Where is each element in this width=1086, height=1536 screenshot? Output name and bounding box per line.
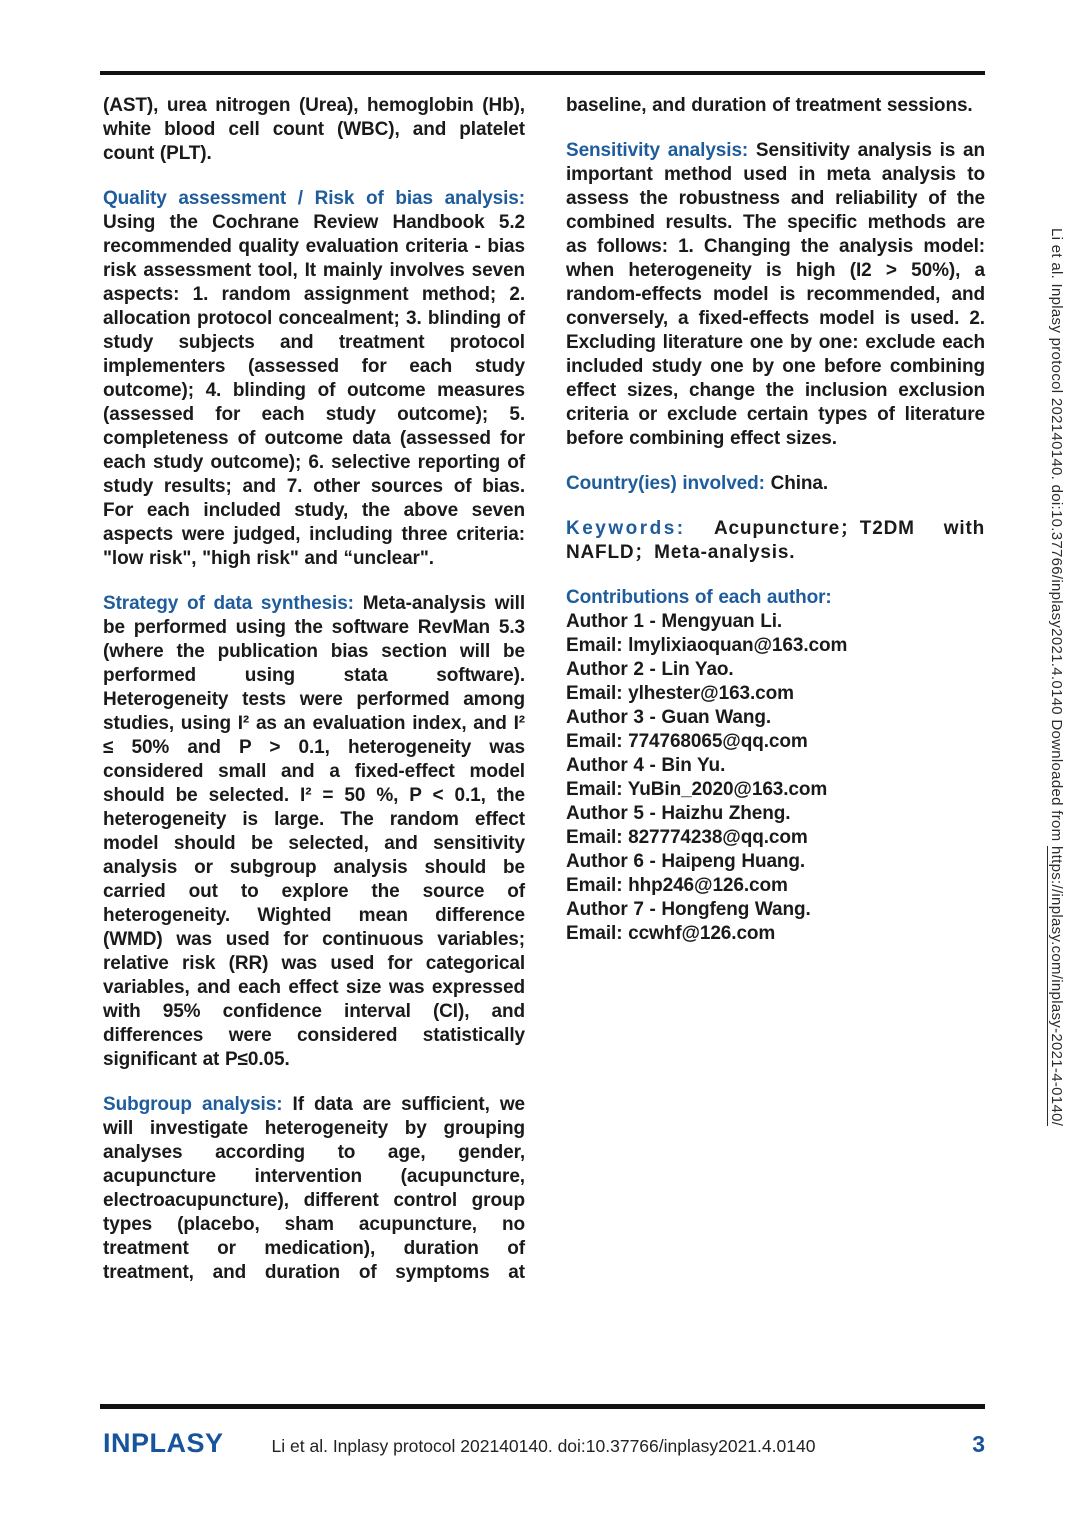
paragraph-body: Acupuncture；T2DM with NAFLD；Meta-analysis. — [566, 518, 986, 563]
paragraph-sensitivity-analysis — [566, 139, 985, 451]
paragraph-strategy-of-data-synthesis — [103, 592, 525, 1072]
section-label-subgroup: Subgroup analysis: — [103, 1094, 283, 1115]
paragraph-body: baseline, and duration of treatment sessions. — [566, 95, 973, 116]
paragraph-body: Sensitivity analysis is an important method used in meta analysis to assess the robustness and reliability of the combined results. The specific methods are as follows: 1. Changing the analysis model: when heterogeneity is high (I2 > 50%), a random-effects model is recommended, and conversely, a fixed-effects model is used. 2. Excluding literature one by one: exclude each included study one by one before combining effect sizes, change the inclusion exclusion criteria or exclude certain types of literature before combining effect sizes. — [566, 140, 985, 449]
contributions-section — [566, 586, 985, 946]
paragraph-body: Meta-analysis will be performed using the software RevMan 5.3 (where the publication bias section will be performed using stata software). Heterogeneity tests were performed among studies, using I² as an evaluation index, and I² ≤ 50% and P > 0.1, heterogeneity was considered small and a fixed-effect model should be selected. I² = 50 %, P < 0.1, the heterogeneity is large. The random effect model should be selected, and sensitivity analysis or subgroup analysis should be carried out to explore the source of heterogeneity. Wighted mean difference (WMD) was used for continuous variables; relative risk (RR) was used for categorical variables, and each effect size was expressed with 95% confidence interval (CI), and differences were considered statistically significant at P≤0.05. — [103, 593, 525, 1070]
author-line: Author 3 - Guan Wang. — [566, 707, 772, 728]
paragraph-subgroup-analysis — [103, 1093, 525, 1285]
vertical-citation-link[interactable]: https://inplasy.com/inplasy-2021-4-0140/ — [1048, 845, 1065, 1127]
email-line: Email: lmylixiaoquan@163.com — [566, 635, 848, 656]
author-line: Author 4 - Bin Yu. — [566, 755, 726, 776]
email-line: Email: ylhester@163.com — [566, 683, 794, 704]
vertical-citation-strip — [1048, 228, 1065, 1348]
email-line: Email: 827774238@qq.com — [566, 827, 808, 848]
author-line: Author 7 - Hongfeng Wang. — [566, 899, 811, 920]
paragraph-body: China. — [770, 473, 829, 494]
paragraph-baseline-continuation — [566, 94, 985, 118]
section-label-strategy: Strategy of data synthesis: — [103, 593, 354, 614]
author-line: Author 1 - Mengyuan Li. — [566, 611, 783, 632]
footer — [103, 1428, 985, 1459]
section-label-country: Country(ies) involved: — [566, 473, 765, 494]
footer-citation: Li et al. Inplasy protocol 202140140. doi:10.37766/inplasy2021.4.0140 — [271, 1436, 816, 1456]
email-line: Email: 774768065@qq.com — [566, 731, 808, 752]
left-column — [103, 94, 525, 1306]
section-label-sensitivity: Sensitivity analysis: — [566, 140, 749, 161]
paragraph-body: If data are sufficient, we will investigate heterogeneity by grouping analyses according to age, gender, acupuncture intervention (acupuncture, electroacupuncture), different control group types (placebo, sham acupuncture, no treatment or medication), duration of treatment, and duration of symptoms at — [103, 1094, 526, 1283]
section-label-keywords: Keywords: — [566, 518, 686, 539]
section-label-quality-assessment: Quality assessment / Risk of bias analysis: — [103, 188, 525, 209]
paragraph-keywords — [566, 517, 985, 565]
paragraph-ast-continuation — [103, 94, 525, 166]
paragraph-body: Using the Cochrane Review Handbook 5.2 recommended quality evaluation criteria - bias risk assessment tool, It mainly involves seven aspects: 1. random assignment method; 2. allocation protocol concealment; 3. blinding of study subjects and treatment protocol implementers (assessed for each study outcome); 4. blinding of outcome measures (assessed for each study outcome); 5. completeness of outcome data (assessed for each study outcome); 6. selective reporting of study results; and 7. other sources of bias. For each included study, the above seven aspects were judged, including three criteria: "low risk", "high risk" and “unclear". — [103, 212, 525, 569]
top-rule — [100, 71, 985, 75]
right-column — [566, 94, 985, 967]
author-line: Author 5 - Haizhu Zheng. — [566, 803, 791, 824]
paragraph-body: (AST), urea nitrogen (Urea), hemoglobin (Hb), white blood cell count (WBC), and platelet count (PLT). — [103, 95, 525, 164]
email-line: Email: hhp246@126.com — [566, 875, 788, 896]
email-line: Email: YuBin_2020@163.com — [566, 779, 828, 800]
page-number: 3 — [972, 1431, 985, 1457]
vertical-citation-text: Li et al. Inplasy protocol 202140140. doi:10.37766/inplasy2021.4.0140 Downloaded from — [1048, 228, 1065, 846]
section-label-contributions: Contributions of each author: — [566, 587, 832, 608]
paragraph-country-involved — [566, 472, 985, 496]
inplasy-logo: INPLASY — [103, 1428, 224, 1458]
paragraph-quality-assessment — [103, 187, 525, 571]
author-line: Author 2 - Lin Yao. — [566, 659, 734, 680]
author-line: Author 6 - Haipeng Huang. — [566, 851, 806, 872]
footer-rule — [100, 1404, 985, 1409]
email-line: Email: ccwhf@126.com — [566, 923, 776, 944]
